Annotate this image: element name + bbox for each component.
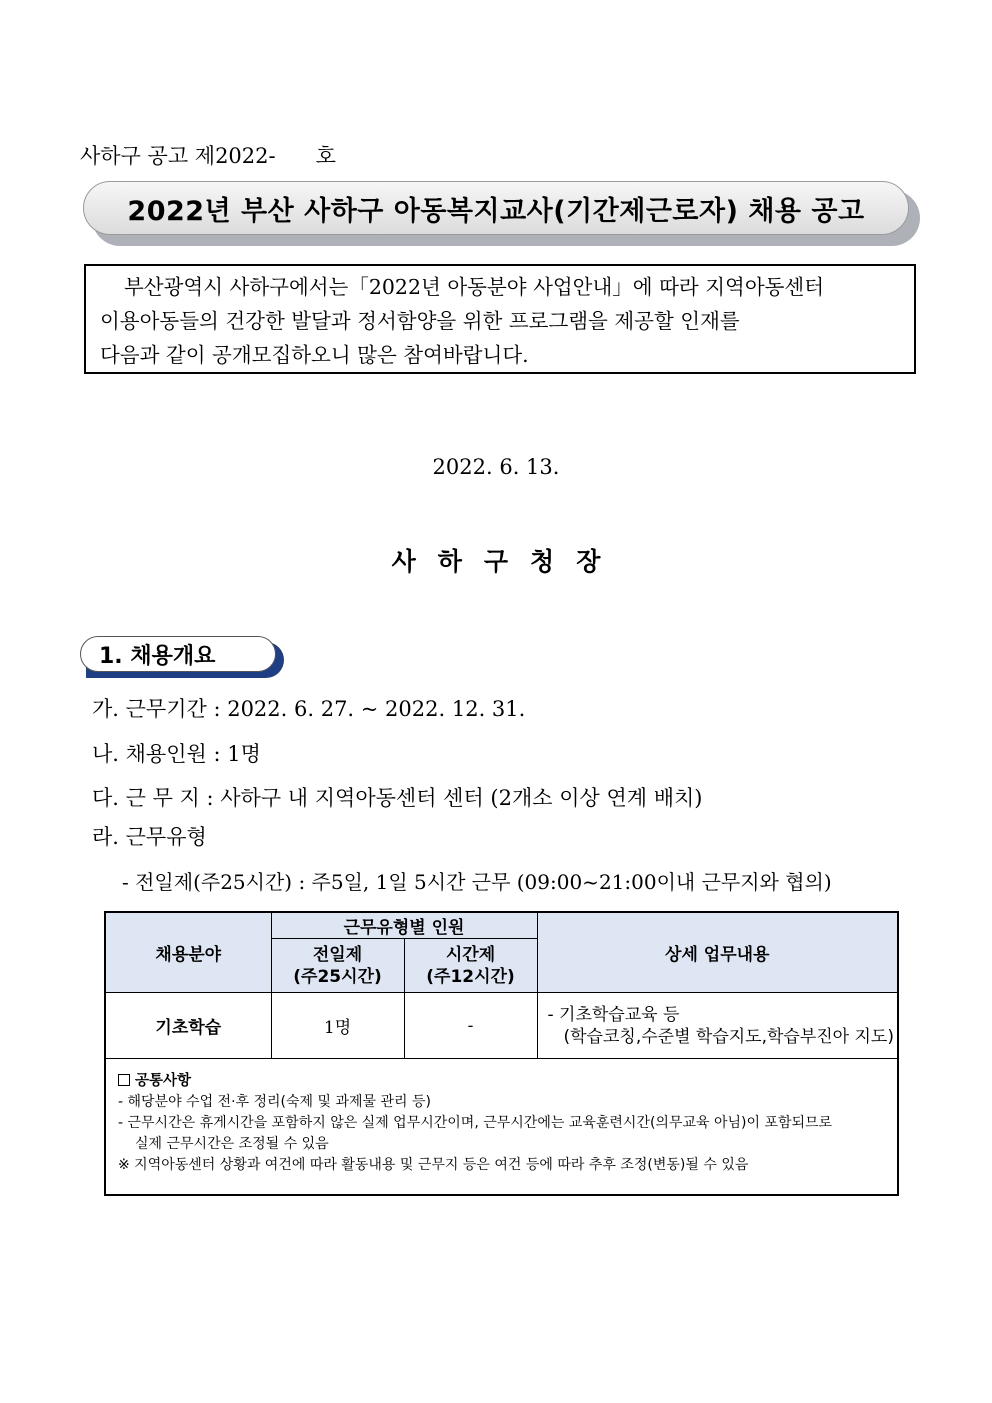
notes-title: 공통사항	[135, 1073, 192, 1089]
cell-fulltime: 1명	[271, 993, 404, 1059]
job-table	[104, 911, 899, 1196]
item-work-type-detail: - 전일제(주25시간) : 주5일, 1일 5시간 근무 (09:00~21:00이내 근무지와 협의)	[122, 870, 832, 894]
notice-title: 2022년 부산 사하구 아동복지교사(기간제근로자) 채용 공고	[127, 195, 865, 227]
intro-box	[84, 264, 916, 374]
section-heading-label: 1. 채용개요	[99, 643, 216, 669]
item-headcount: 나. 채용인원 : 1명	[92, 742, 261, 766]
issuer: 사하구청장	[391, 547, 623, 576]
intro-line: 부산광역시 사하구에서는「2022년 아동분야 사업안내」에 따라 지역아동센터	[124, 275, 825, 299]
intro-line: 다음과 같이 공개모집하오니 많은 참여바랍니다.	[100, 343, 529, 367]
note-line: - 근무시간은 휴게시간을 포함하지 않은 실제 업무시간이며, 근무시간에는 교육훈련시간(의무교육 아님)이 포함되므로	[118, 1115, 833, 1131]
header-detail: 상세 업무내용	[537, 912, 898, 993]
section-heading	[80, 636, 276, 672]
notice-number: 사하구 공고 제2022- 호	[80, 144, 336, 168]
table-row	[105, 993, 898, 1059]
cell-field: 기초학습	[105, 993, 271, 1059]
note-line: - 해당분야 수업 전·후 정리(숙제 및 과제물 관리 등)	[118, 1094, 431, 1110]
notice-date: 2022. 6. 13.	[432, 455, 560, 479]
item-workplace: 다. 근 무 지 : 사하구 내 지역아동센터 센터 (2개소 이상 연계 배치)	[92, 786, 703, 810]
item-work-period: 가. 근무기간 : 2022. 6. 27. ~ 2022. 12. 31.	[92, 697, 526, 721]
title-banner	[83, 181, 909, 235]
item-work-type: 라. 근무유형	[92, 825, 207, 849]
notes-cell	[105, 1059, 898, 1195]
cell-parttime: -	[404, 993, 537, 1059]
intro-line: 이용아동들의 건강한 발달과 정서함양을 위한 프로그램을 제공할 인재를	[100, 309, 740, 333]
note-line: 실제 근무시간은 조정될 수 있음	[135, 1136, 329, 1152]
header-fulltime: 전일제 (주25시간)	[271, 939, 404, 993]
note-line: ※ 지역아동센터 상황과 여건에 따라 활동내용 및 근무지 등은 여건 등에 따라 추후 조정(변동)될 수 있음	[118, 1157, 749, 1173]
checkbox-icon	[118, 1074, 130, 1086]
header-group: 근무유형별 인원	[271, 912, 537, 939]
cell-detail: - 기초학습교육 등 (학습코칭,수준별 학습지도,학습부진아 지도)	[537, 993, 898, 1059]
header-field: 채용분야	[105, 912, 271, 993]
header-parttime: 시간제 (주12시간)	[404, 939, 537, 993]
